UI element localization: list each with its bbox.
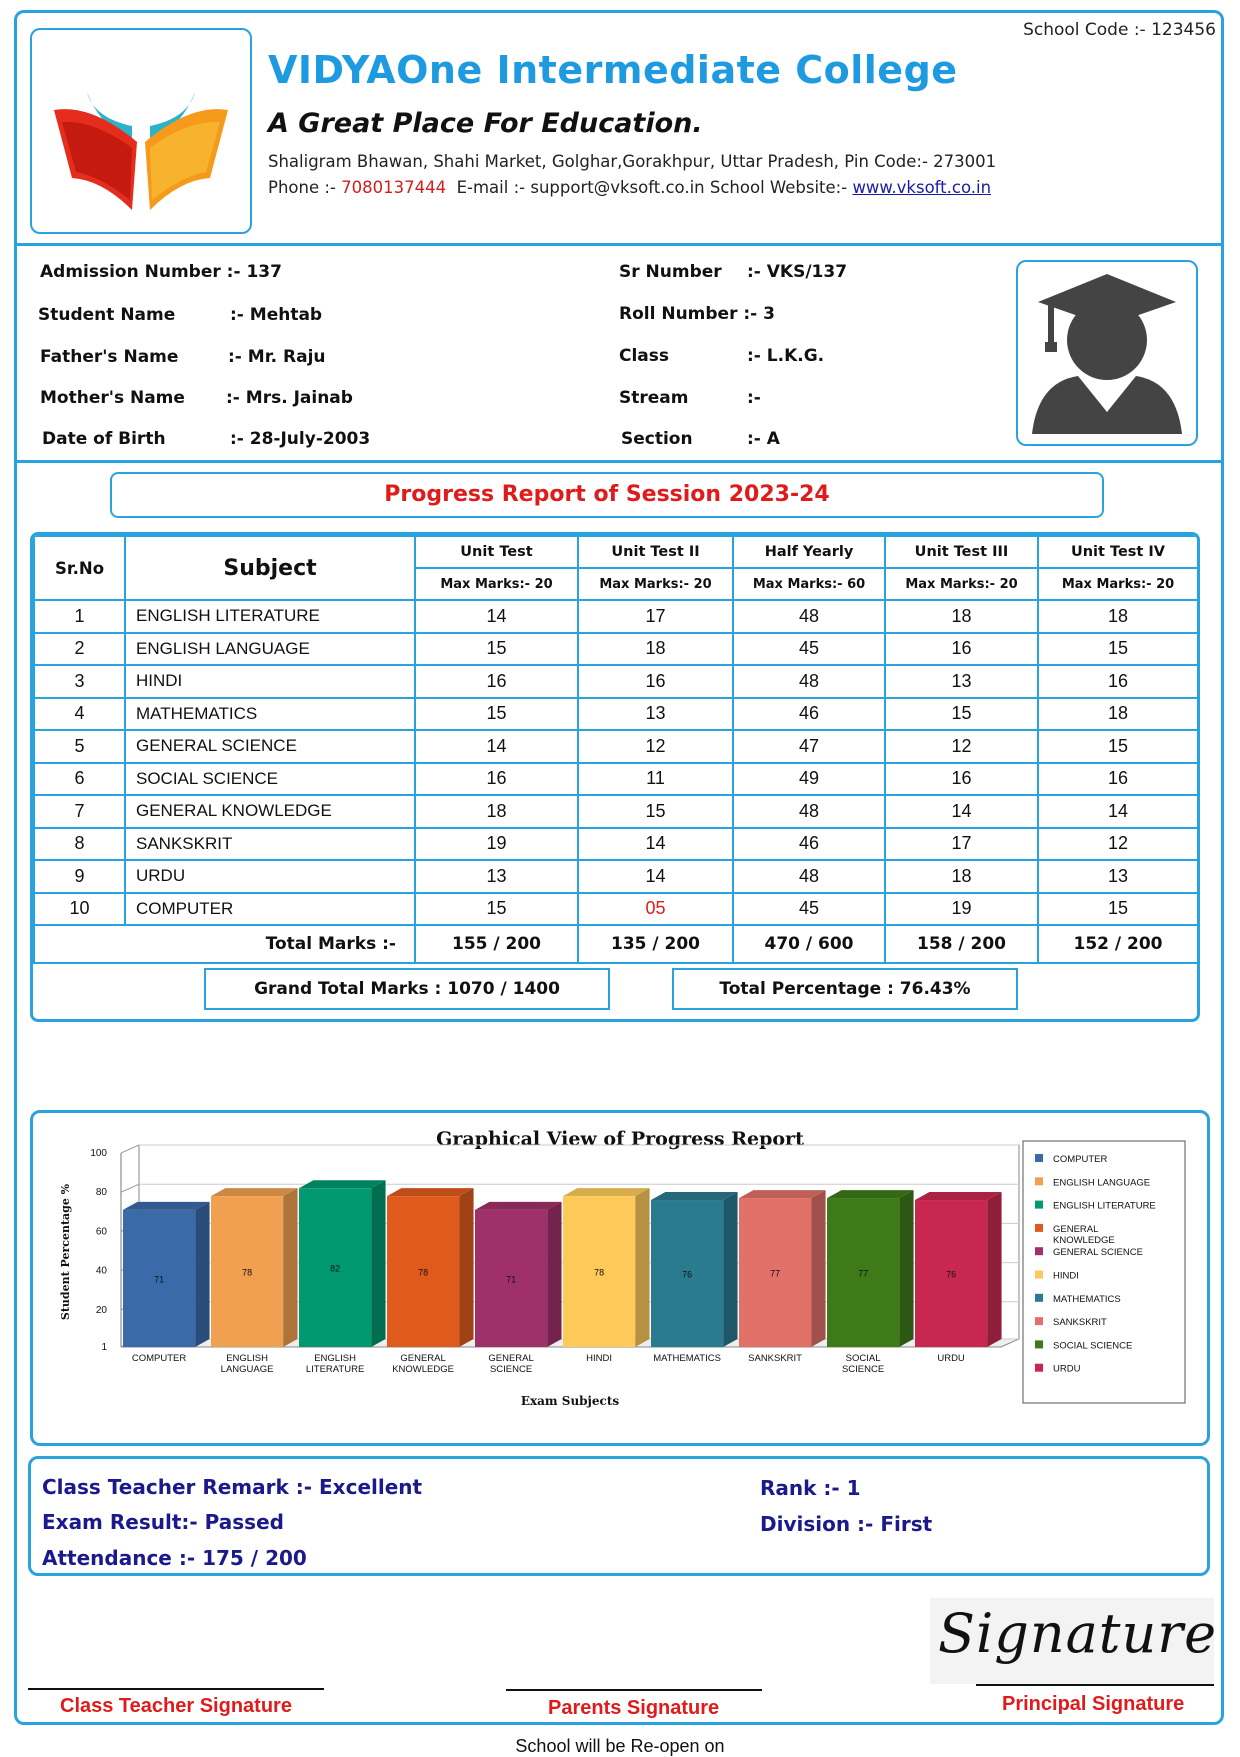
bar-top [387,1188,474,1196]
legend-swatch [1035,1317,1043,1325]
legend-label: GENERAL SCIENCE [1053,1247,1143,1259]
mark-cell: 18 [578,633,733,666]
legend-label: KNOWLEDGE [1053,1234,1115,1246]
exam-result: Exam Result:- Passed [42,1510,284,1534]
school-tagline: A Great Place For Education. [268,108,703,139]
mark-cell: 15 [415,698,578,731]
x-tick-label: HINDI [586,1353,613,1364]
sr-number-label: Sr Number [619,262,722,282]
bar-data-label: 78 [418,1267,429,1278]
mark-cell: 18 [885,600,1038,633]
col-max-marks: Max Marks:- 20 [885,568,1038,600]
legend-swatch [1035,1154,1043,1162]
x-tick-label: SCIENCE [489,1364,533,1375]
table-row [34,763,1198,796]
sr-no-cell: 7 [34,795,125,828]
subject-cell: HINDI [125,665,415,698]
total-marks-label: Total Marks :- [34,925,415,963]
bar-side [899,1190,913,1347]
progress-chart [30,1110,1210,1446]
legend-label: SOCIAL SCIENCE [1053,1340,1133,1352]
bar-data-label: 76 [946,1269,957,1280]
bar-side [987,1192,1001,1347]
teacher-remark: Class Teacher Remark :- Excellent [42,1475,423,1499]
student-photo [1016,260,1198,446]
graduate-avatar-icon [1018,262,1196,444]
mark-cell: 48 [733,665,885,698]
bar-data-label: 77 [770,1268,781,1279]
mark-cell: 46 [733,828,885,861]
legend-swatch [1035,1271,1043,1279]
x-tick-label: ENGLISH [226,1353,268,1364]
mark-cell: 14 [415,730,578,763]
table-row [34,730,1198,763]
bar-data-label: 82 [330,1263,341,1274]
sr-no-cell: 4 [34,698,125,731]
x-tick-label: KNOWLEDGE [392,1364,454,1375]
email-label: E-mail :- [456,178,526,197]
mark-cell: 11 [578,763,733,796]
bar-data-label: 71 [506,1274,517,1285]
sr-no-cell: 8 [34,828,125,861]
legend-label: GENERAL [1053,1223,1099,1235]
sr-no-cell: 1 [34,600,125,633]
bar-top [915,1192,1002,1200]
school-address: Shaligram Bhawan, Shahi Market, Golghar,Gorakhpur, Uttar Pradesh, Pin Code:- 273001 [268,152,997,171]
info-divider [14,460,1224,463]
mark-cell: 16 [885,763,1038,796]
school-code: School Code :- 123456 [1023,20,1216,40]
mark-cell: 18 [1038,698,1198,731]
col-header-exam: Half Yearly [733,536,885,568]
x-tick-label: SOCIAL [845,1353,881,1364]
subject-cell: SOCIAL SCIENCE [125,763,415,796]
x-tick-label: LITERATURE [305,1364,365,1375]
mark-cell: 46 [733,698,885,731]
subject-cell: MATHEMATICS [125,698,415,731]
class-label: Class [619,346,670,366]
legend-swatch [1035,1201,1043,1209]
mark-cell: 14 [578,860,733,893]
x-tick-label: ENGLISH [314,1353,356,1364]
sr-no-cell: 2 [34,633,125,666]
mother-name-label: Mother's Name [40,388,185,408]
table-row [34,795,1198,828]
mark-cell: 13 [578,698,733,731]
sr-number-value: :- VKS/137 [747,262,848,282]
sr-no-cell: 10 [34,893,125,926]
bar-top [651,1192,738,1200]
mark-cell: 17 [885,828,1038,861]
subject-cell: GENERAL KNOWLEDGE [125,795,415,828]
bar-data-label: 78 [594,1267,605,1278]
table-row [34,828,1198,861]
table-row [34,665,1198,698]
principal-sign-line [976,1684,1214,1686]
mark-cell: 48 [733,795,885,828]
mark-cell: 16 [1038,665,1198,698]
bar-top [739,1190,826,1198]
phone-number: 7080137444 [341,178,447,197]
signature-script: Signature [938,1602,1218,1665]
y-tick-label: 100 [90,1148,107,1159]
section-value: :- A [747,429,780,449]
mark-cell: 15 [1038,730,1198,763]
mark-cell: 15 [578,795,733,828]
y-tick-label: 60 [95,1226,107,1238]
y-tick-connector [121,1145,139,1153]
col-header-exam: Unit Test III [885,536,1038,568]
mark-cell: 47 [733,730,885,763]
school-logo [30,28,252,234]
email-address: support@vksoft.co.in [530,178,705,197]
bar-top [563,1188,650,1196]
bar-chart-svg [33,1113,1207,1443]
total-marks-cell: 158 / 200 [885,925,1038,963]
student-name-label: Student Name [38,305,176,325]
mark-cell: 15 [415,893,578,926]
grand-total-box: Grand Total Marks : 1070 / 1400 [204,968,610,1010]
subject-cell: GENERAL SCIENCE [125,730,415,763]
y-tick-label: 1 [101,1342,107,1353]
bar-top [827,1190,914,1198]
mark-cell: 14 [885,795,1038,828]
session-title: Progress Report of Session 2023-24 [110,472,1104,518]
total-marks-cell: 155 / 200 [415,925,578,963]
x-tick-label: URDU [937,1353,965,1364]
x-tick-label: SANKSKRIT [748,1353,803,1364]
principal-signature-label: Principal Signature [1002,1693,1185,1715]
principal-signature-image [930,1598,1218,1684]
table-row [34,600,1198,633]
mother-name-value: :- Mrs. Jainab [226,388,353,408]
legend-swatch [1035,1294,1043,1302]
x-tick-label: SCIENCE [841,1364,885,1375]
mark-cell: 15 [1038,893,1198,926]
roll-number [619,304,775,324]
mark-cell: 45 [733,633,885,666]
section-label: Section [621,429,693,449]
class-teacher-sign-line [28,1688,324,1690]
total-marks-cell: 135 / 200 [578,925,733,963]
bar-top [123,1202,210,1210]
class-teacher-signature-label: Class Teacher Signature [60,1695,292,1717]
mark-cell: 18 [1038,600,1198,633]
mark-cell: 48 [733,600,885,633]
parents-sign-line [506,1689,762,1691]
mark-cell: 19 [885,893,1038,926]
mark-cell: 16 [578,665,733,698]
legend-swatch [1035,1364,1043,1372]
legend-label: MATHEMATICS [1053,1293,1121,1305]
bar-top [299,1180,386,1188]
rank: Rank :- 1 [760,1476,861,1500]
table-row [34,893,1198,926]
bar-side [459,1188,473,1347]
total-marks-cell: 470 / 600 [733,925,885,963]
legend-label: URDU [1053,1363,1081,1375]
division: Division :- First [760,1512,933,1536]
bar-side [283,1188,297,1347]
mark-cell: 13 [415,860,578,893]
admission-label: Admission Number :- [40,262,241,282]
x-tick-label: LANGUAGE [220,1364,274,1375]
table-row [34,860,1198,893]
sr-no-cell: 3 [34,665,125,698]
website-label: School Website:- [709,178,848,197]
table-row [34,633,1198,666]
admission-number [40,262,282,282]
subject-cell: COMPUTER [125,893,415,926]
table-row [34,698,1198,731]
mark-cell: 45 [733,893,885,926]
legend-swatch [1035,1247,1043,1255]
bar-data-label: 77 [858,1268,869,1279]
admission-value: 137 [246,262,282,282]
book-logo-icon [32,30,250,232]
y-tick-label: 40 [95,1265,107,1277]
mark-cell: 16 [885,633,1038,666]
legend-label: ENGLISH LITERATURE [1053,1200,1156,1212]
marks-table-wrapper [30,532,1200,1022]
bar-data-label: 76 [682,1269,693,1280]
sr-no-cell: 5 [34,730,125,763]
school-contact [268,178,991,197]
class-value: :- L.K.G. [747,346,825,366]
dob-label: Date of Birth [42,429,166,449]
mark-cell: 18 [885,860,1038,893]
bar-data-label: 71 [154,1274,165,1285]
col-header-exam: Unit Test IV [1038,536,1198,568]
header-divider [14,243,1224,246]
bar-side [195,1202,209,1347]
mark-cell: 19 [415,828,578,861]
roll-label: Roll Number :- [619,304,758,324]
total-percentage-box: Total Percentage : 76.43% [672,968,1018,1010]
col-max-marks: Max Marks:- 20 [415,568,578,600]
y-tick-connector [121,1184,139,1192]
attendance: Attendance :- 175 / 200 [42,1546,307,1570]
legend-label: ENGLISH LANGUAGE [1053,1177,1151,1189]
mark-cell: 16 [1038,763,1198,796]
chart-title: Graphical View of Progress Report [436,1128,804,1150]
col-max-marks: Max Marks:- 20 [578,568,733,600]
y-tick-label: 80 [95,1187,107,1199]
mark-cell: 15 [415,633,578,666]
legend-label: HINDI [1053,1270,1079,1282]
phone-label: Phone :- [268,178,336,197]
mark-cell: 12 [578,730,733,763]
col-header-subject: Subject [125,536,415,600]
website-link[interactable]: www.vksoft.co.in [852,178,992,197]
marks-table [33,535,1199,964]
subject-cell: SANKSKRIT [125,828,415,861]
bar-top [475,1202,562,1210]
legend-label: COMPUTER [1053,1154,1108,1165]
mark-cell: 12 [1038,828,1198,861]
mark-cell: 13 [885,665,1038,698]
stream-value: :- [747,388,761,408]
bar-side [635,1188,649,1347]
father-name-value: :- Mr. Raju [228,347,326,367]
parents-signature-label: Parents Signature [548,1697,720,1719]
mark-cell: 15 [1038,633,1198,666]
school-name: VIDYAOne Intermediate College [268,48,958,92]
x-tick-label: GENERAL [400,1353,446,1364]
legend-swatch [1035,1340,1043,1348]
footer-note: School will be Re-open on [515,1736,725,1756]
legend-swatch [1035,1177,1043,1185]
mark-cell: 16 [415,665,578,698]
bar-top [211,1188,298,1196]
mark-cell: 14 [578,828,733,861]
mark-cell: 16 [415,763,578,796]
total-marks-cell: 152 / 200 [1038,925,1198,963]
col-header-srno: Sr.No [34,536,125,600]
subject-cell: ENGLISH LANGUAGE [125,633,415,666]
bar-side [547,1202,561,1347]
stream-label: Stream [619,388,689,408]
col-header-exam: Unit Test II [578,536,733,568]
subject-cell: URDU [125,860,415,893]
y-tick-label: 20 [95,1304,107,1316]
sr-no-cell: 6 [34,763,125,796]
legend-label: SANKSKRIT [1053,1317,1107,1329]
x-axis-label: Exam Subjects [520,1394,620,1408]
bar-side [811,1190,825,1347]
bar-data-label: 78 [242,1267,253,1278]
mark-cell: 13 [1038,860,1198,893]
sr-no-cell: 9 [34,860,125,893]
mark-cell: 17 [578,600,733,633]
mark-cell: 15 [885,698,1038,731]
bar-side [723,1192,737,1347]
dob-value: :- 28-July-2003 [230,429,371,449]
mark-cell: 14 [415,600,578,633]
father-name-label: Father's Name [40,347,179,367]
bar-side [371,1180,385,1347]
mark-cell: 48 [733,860,885,893]
subject-cell: ENGLISH LITERATURE [125,600,415,633]
x-tick-label: MATHEMATICS [653,1353,721,1364]
x-tick-label: GENERAL [488,1353,534,1364]
col-max-marks: Max Marks:- 60 [733,568,885,600]
col-max-marks: Max Marks:- 20 [1038,568,1198,600]
x-tick-label: COMPUTER [131,1353,187,1364]
mark-cell: 05 [578,893,733,926]
legend-swatch [1035,1224,1043,1232]
mark-cell: 18 [415,795,578,828]
y-axis-label: Student Percentage % [59,1183,72,1321]
col-header-exam: Unit Test [415,536,578,568]
mark-cell: 14 [1038,795,1198,828]
student-name-value: :- Mehtab [230,305,323,325]
mark-cell: 12 [885,730,1038,763]
roll-value: 3 [763,304,776,324]
mark-cell: 49 [733,763,885,796]
